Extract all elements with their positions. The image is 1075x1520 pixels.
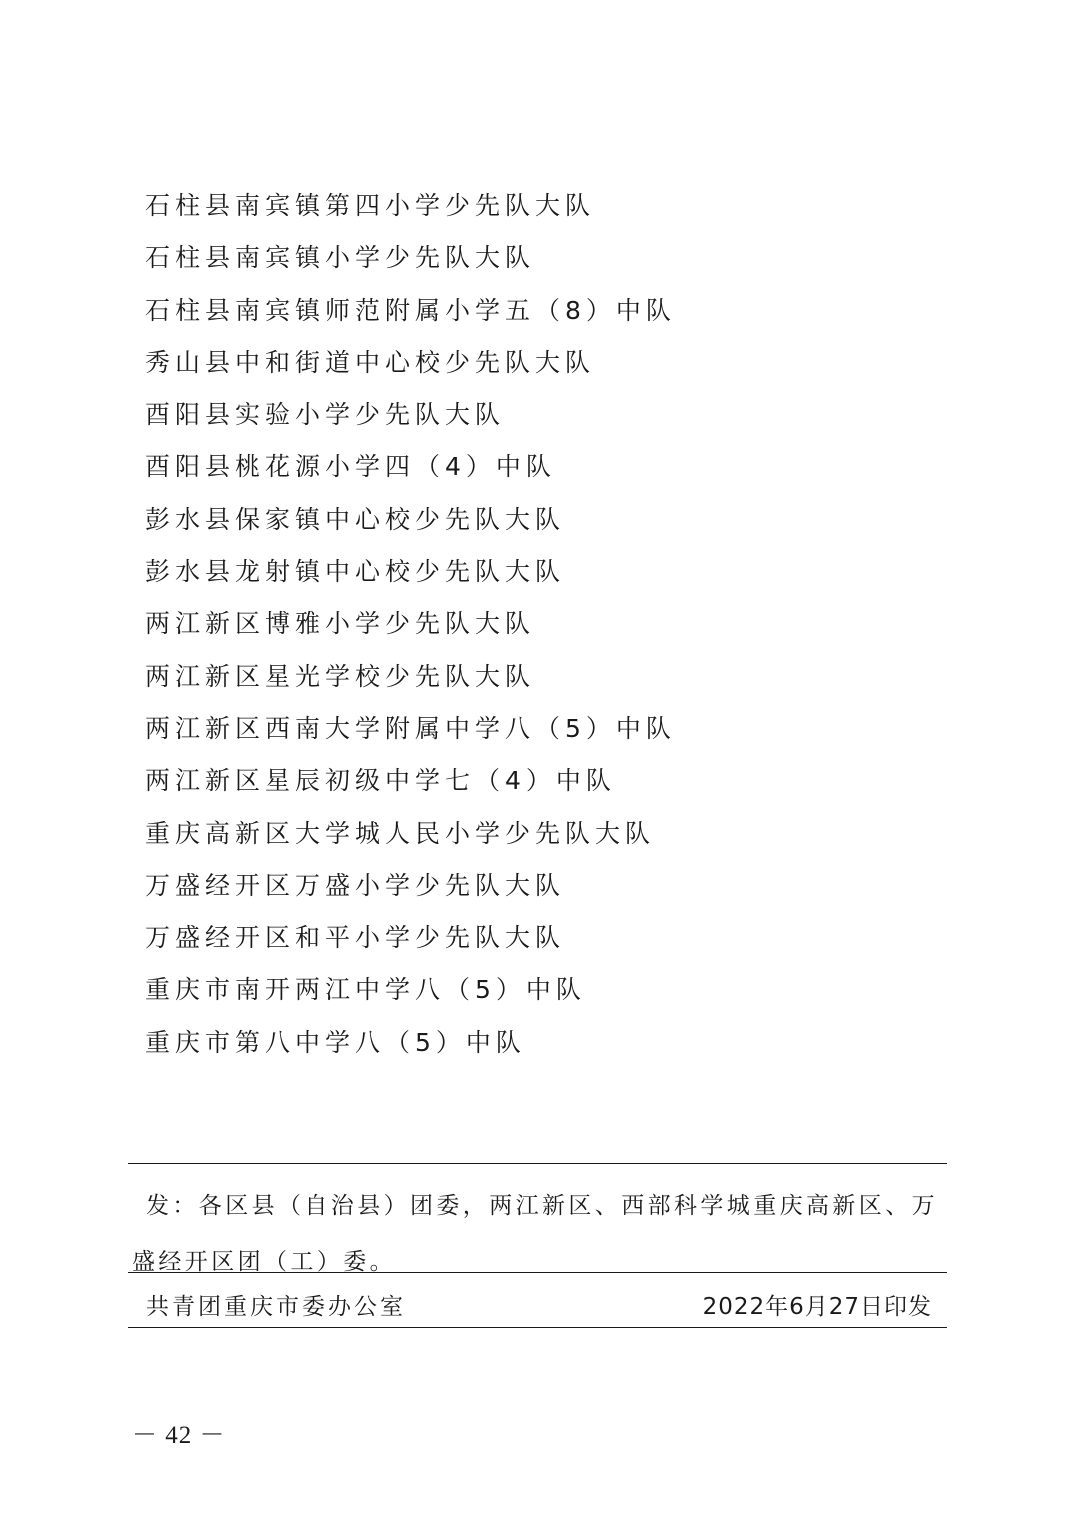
organization-list [145,180,676,1069]
footer-bottom-rule [128,1327,947,1328]
list-item: 重庆市第八中学八（5）中队 [145,1027,526,1057]
list-item: 两江新区星光学校少先队大队 [145,661,536,691]
list-item: 石柱县南宾镇小学少先队大队 [145,243,536,273]
list-item: 石柱县南宾镇第四小学少先队大队 [145,191,596,220]
list-item: 两江新区星辰初级中学七（4）中队 [145,766,616,796]
issuing-office: 共青团重庆市委办公室 [146,1294,406,1320]
footer-top-rule [128,1163,947,1164]
issue-date: 2022年6月27日印发 [702,1294,932,1320]
list-item: 彭水县龙射镇中心校少先队大队 [145,557,566,587]
list-item: 重庆高新区大学城人民小学少先队大队 [145,818,656,848]
list-item: 万盛经开区万盛小学少先队大队 [145,870,566,900]
list-item: 重庆市南开两江中学八（5）中队 [145,975,586,1005]
list-item: 两江新区西南大学附属中学八（5）中队 [145,713,676,743]
list-item: 酉阳县桃花源小学四（4）中队 [145,452,556,482]
list-item: 万盛经开区和平小学少先队大队 [145,923,566,953]
footer-middle-rule [128,1272,947,1273]
list-item: 石柱县南宾镇师范附属小学五（8）中队 [145,295,676,325]
list-item: 彭水县保家镇中心校少先队大队 [145,504,566,534]
distribution-note: 发：各区县（自治县）团委，两江新区、西部科学城重庆高新区、万盛经开区团（工）委。 [132,1193,938,1275]
list-item: 两江新区博雅小学少先队大队 [145,609,536,639]
list-item: 酉阳县实验小学少先队大队 [145,400,506,430]
page-number: － 42 － [132,1422,226,1449]
list-item: 秀山县中和街道中心校少先队大队 [145,347,596,377]
